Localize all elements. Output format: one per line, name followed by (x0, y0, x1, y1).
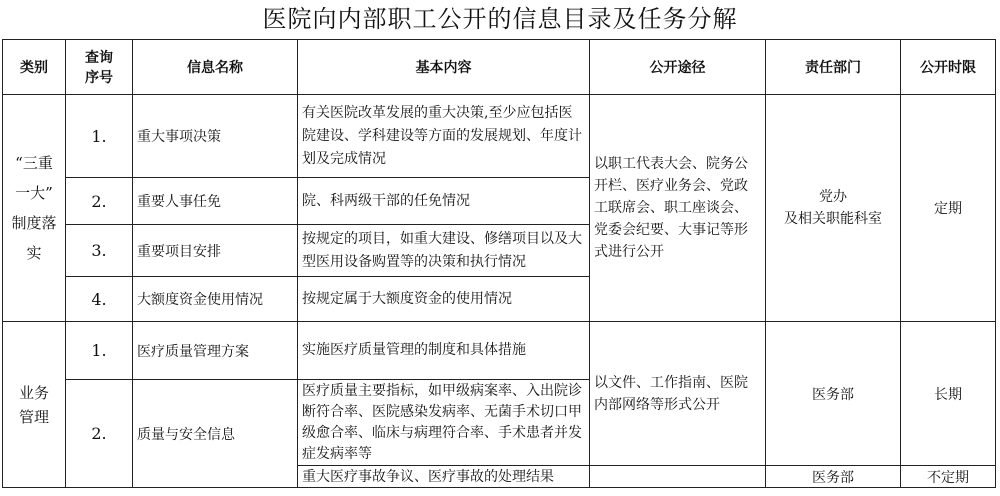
page-title: 医院向内部职工公开的信息目录及任务分解 (262, 5, 738, 33)
channel-cell-empty (590, 466, 766, 488)
table-row (3, 95, 996, 178)
channel-cell-2: 以文件、工作指南、医院内部网络等形式公开 (590, 322, 766, 466)
time-limit-cell-1: 定期 (901, 95, 996, 322)
category-line: “三重 (15, 154, 53, 172)
info-table (2, 39, 996, 488)
content-cell: 按规定属于大额度资金的使用情况 (298, 277, 590, 322)
category-line: 业务 (18, 383, 49, 402)
table-header-row (3, 40, 996, 95)
seq-cell: 4. (66, 277, 133, 322)
category-line: 一大” (15, 184, 53, 202)
table-row (3, 322, 996, 380)
content-cell: 医疗质量主要指标，如甲级病案率、入出院诊断符合率、医院感染发病率、无菌手术切口甲级愈合率、临床与病理符合率、手术患者并发症发病率等 (298, 380, 590, 466)
name-cell: 医疗质量管理方案 (133, 322, 298, 380)
content-cell: 按规定的项目，如重大建设、修缮项目以及大型医用设备购置等的决策和执行情况 (298, 225, 590, 277)
name-cell: 大额度资金使用情况 (133, 277, 298, 322)
channel-cell-1: 以职工代表大会、院务公开栏、医疗业务会、党政工联席会、职工座谈会、党委会纪要、大事记等形式进行公开 (590, 95, 766, 322)
header-seq (66, 40, 133, 95)
content-cell: 实施医疗质量管理的制度和具体措施 (298, 322, 590, 380)
content-cell: 有关医院改革发展的重大决策,至少应包括医院建设、学科建设等方面的发展规划、年度计划及完成情况 (298, 95, 590, 178)
category-cell-1 (3, 95, 66, 322)
name-cell: 重要项目安排 (133, 225, 298, 277)
header-channel: 公开途径 (590, 40, 766, 95)
name-cell: 重要人事任免 (133, 178, 298, 225)
header-category: 类别 (3, 40, 66, 95)
department-cell-1 (766, 95, 901, 322)
name-cell: 质量与安全信息 (133, 380, 298, 488)
header-seq-line2: 序号 (85, 70, 113, 86)
seq-cell: 1. (66, 322, 133, 380)
header-name: 信息名称 (133, 40, 298, 95)
seq-cell: 2. (66, 380, 133, 488)
department-line: 党办 (819, 189, 847, 205)
department-line: 及相关职能科室 (784, 211, 882, 227)
department-cell-3: 医务部 (766, 466, 901, 488)
category-line: 实 (26, 244, 42, 262)
header-time-limit: 公开时限 (901, 40, 996, 95)
time-limit-cell-2: 长期 (901, 322, 996, 466)
seq-cell: 3. (66, 225, 133, 277)
category-line: 管理 (18, 407, 49, 426)
category-cell-2 (3, 322, 66, 488)
header-content: 基本内容 (298, 40, 590, 95)
header-department: 责任部门 (766, 40, 901, 95)
time-limit-cell-3: 不定期 (901, 466, 996, 488)
content-cell: 重大医疗事故争议、医疗事故的处理结果 (298, 466, 590, 488)
name-cell: 重大事项决策 (133, 95, 298, 178)
header-seq-line1: 查询 (85, 50, 113, 66)
category-line: 制度落 (11, 214, 57, 232)
content-cell: 院、科两级干部的任免情况 (298, 178, 590, 225)
seq-cell: 1. (66, 95, 133, 178)
seq-cell: 2. (66, 178, 133, 225)
department-cell-2: 医务部 (766, 322, 901, 466)
